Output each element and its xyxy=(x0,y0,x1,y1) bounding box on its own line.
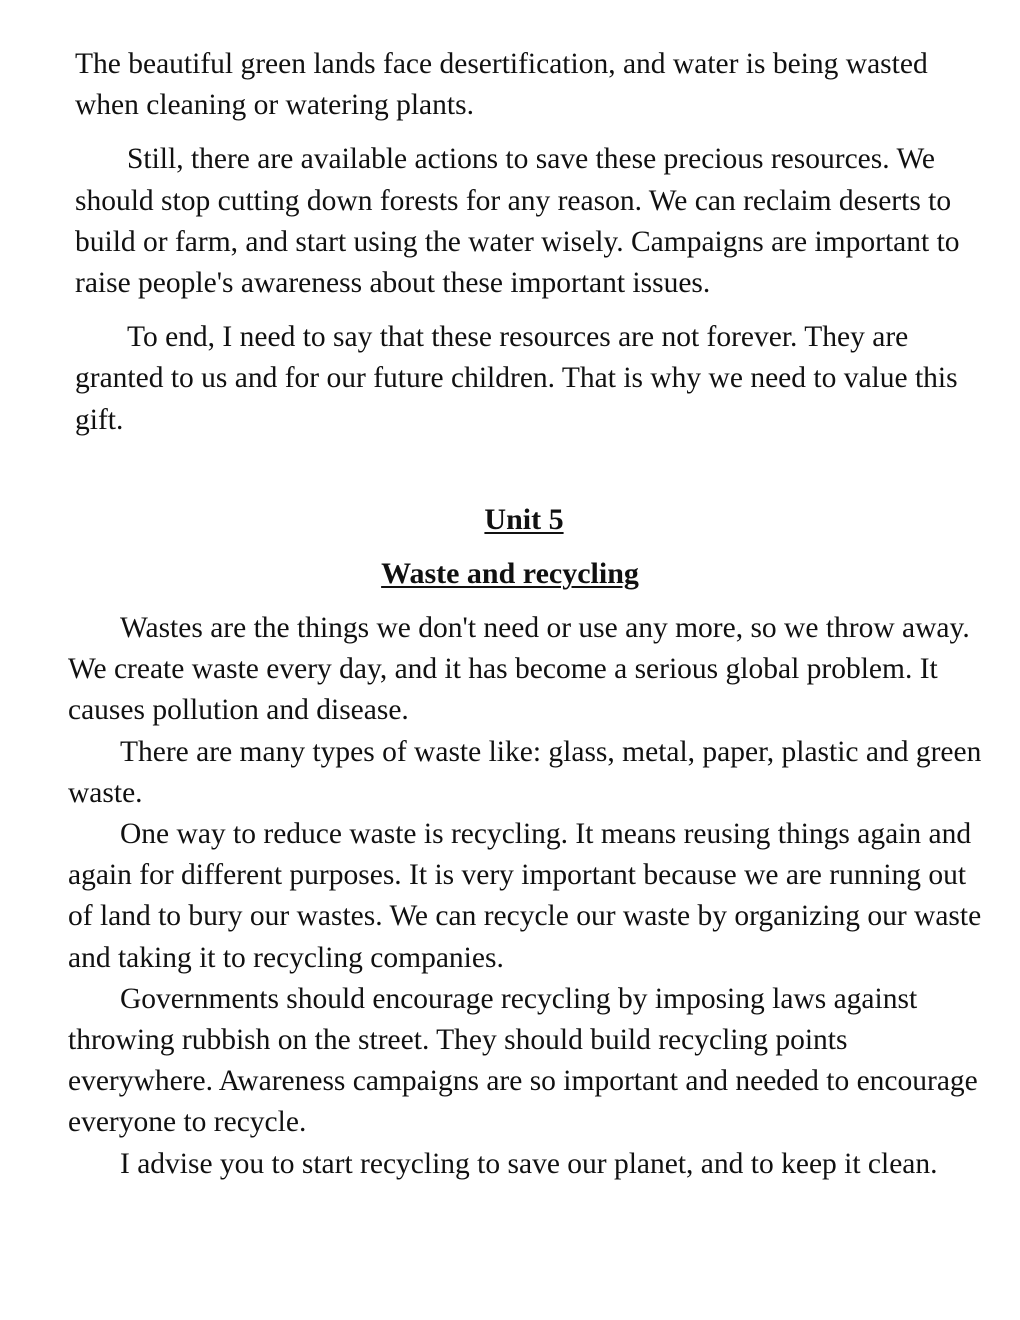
unit-paragraph-5: I advise you to start recycling to save our planet, and to keep it clean. xyxy=(120,1147,938,1180)
unit-paragraph-3: One way to reduce waste is recycling. It means reusing things again and again for different purposes. It is very important because we are running out of land to bury our wastes. We can recycle our waste by organizing our waste and taking it to recycling companies. xyxy=(68,818,982,974)
unit-title-heading xyxy=(0,554,1020,594)
intro-paragraph-1: The beautiful green lands face desertification, and water is being wasted when cleaning or watering plants. xyxy=(75,48,928,122)
unit-body xyxy=(68,608,990,1185)
unit-title: Waste and recycling xyxy=(381,557,639,590)
unit-label: Unit 5 xyxy=(484,503,564,536)
intro-section xyxy=(75,44,990,441)
intro-paragraph-3: To end, I need to say that these resources are not forever. They are granted to us and for our future children. That is why we need to value this gift. xyxy=(75,321,958,436)
unit-paragraph-2: There are many types of waste like: glass, metal, paper, plastic and green waste. xyxy=(68,735,982,809)
unit-paragraph-4: Governments should encourage recycling by imposing laws against throwing rubbish on the street. They should build recycling points everywhere. Awareness campaigns are so important and needed to encourage everyone to recycle. xyxy=(68,982,978,1139)
unit-paragraph-1: Wastes are the things we don't need or use any more, so we throw away. We create waste every day, and it has become a serious global problem. It causes pollution and disease. xyxy=(68,612,970,727)
unit-heading xyxy=(0,500,1020,540)
intro-paragraph-2: Still, there are available actions to save these precious resources. We should stop cutting down forests for any reason. We can reclaim deserts to build or farm, and start using the water wisely. Campaigns are important to raise people's awareness about these important issues. xyxy=(75,143,960,300)
